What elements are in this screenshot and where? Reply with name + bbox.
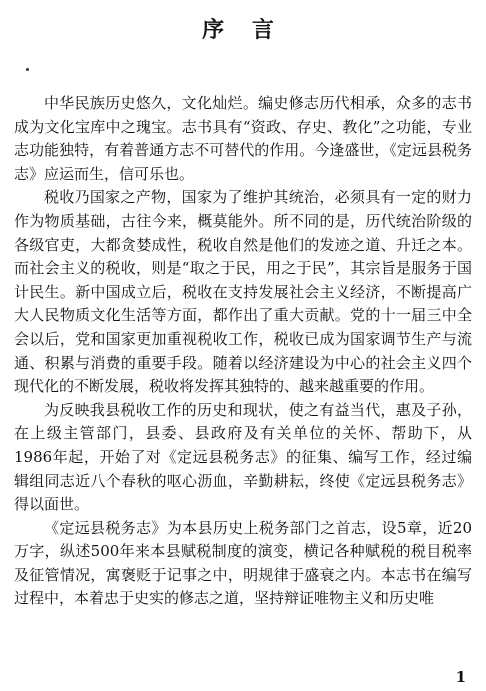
paragraph-3: 为反映我县税收工作的历史和现状，使之有益当代，惠及子孙，在上级主管部门，县委、县政府及有关单位的关怀、帮助下，从1986年起，开始了对《定远县税务志》的征集、编写工作，经过编辑组同志近八个春秋的呕心沥血，辛勤耕耘，终使《定远县税务志》得以面世。 xyxy=(14,400,472,514)
scan-speck xyxy=(26,68,29,71)
body-text xyxy=(14,92,472,611)
paragraph-2: 税收乃国家之产物，国家为了维护其统治，必须具有一定的财力作为物质基础，古往今来，概莫能外。所不同的是，历代统治阶级的各级官吏，大都贪婪成性，税收自然是他们的发迹之道、升迁之本。而社会主义的税收，则是“取之于民，用之于民”，其宗旨是服务于国计民生。新中国成立后，税收在支持发展社会主义经济，不断提高广大人民物质文化生活等方面，都作出了重大贡献。党的十一届三中全会以后，党和国家更加重视税收工作，税收已成为国家调节生产与流通、积累与消费的重要手段。随着以经济建设为中心的社会主义四个现代化的不断发展，税收将发挥其独特的、越来越重要的作用。 xyxy=(14,188,472,396)
paragraph-1: 中华民族历史悠久，文化灿烂。编史修志历代相承，众多的志书成为文化宝库中之瑰宝。志书具有“资政、存史、教化”之功能，专业志功能独特，有着普通方志不可替代的作用。今逢盛世，《定远县税务志》应运而生，信可乐也。 xyxy=(14,94,472,183)
paragraph-4: 《定远县税务志》为本县历史上税务部门之首志，设5章，近20万字，纵述500年来本县赋税制度的演变，横记各种赋税的税目税率及征管情况，寓褒贬于记事之中，明规律于盛衰之内。本志书在编写过程中，本着忠于史实的修志之道，坚持辩证唯物主义和历史唯 xyxy=(14,518,472,608)
page-title: 序 言 xyxy=(202,18,284,43)
page-number: 1 xyxy=(455,668,466,686)
